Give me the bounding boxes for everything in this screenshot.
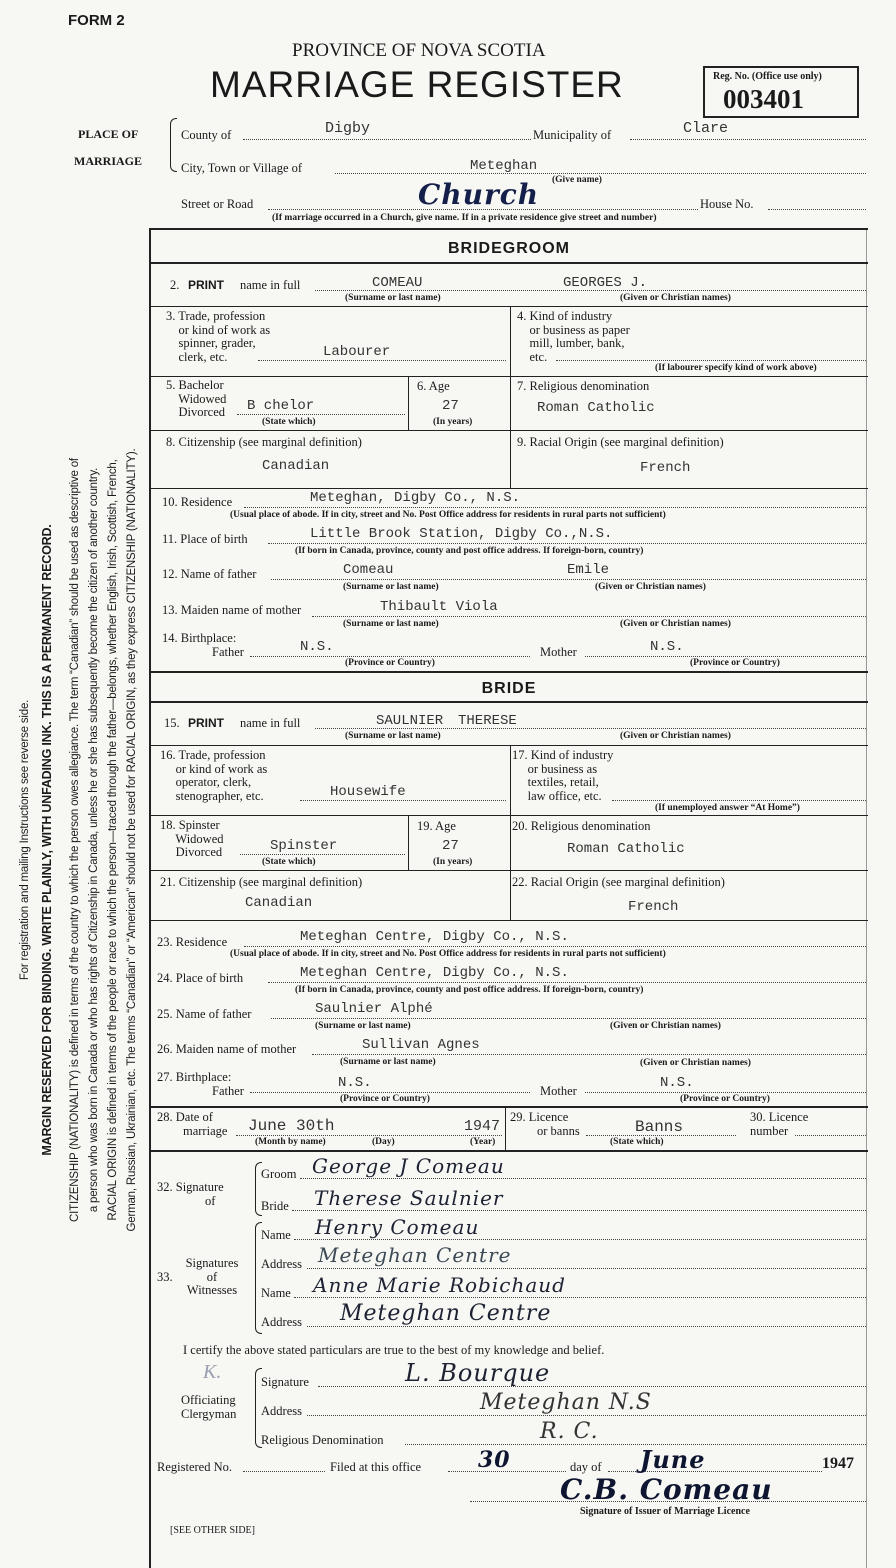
surname-caption: (Surname or last name) bbox=[343, 582, 439, 592]
divider bbox=[150, 1106, 868, 1108]
clergy-label: Officiating Clergyman bbox=[181, 1393, 237, 1421]
certification-statement: I certify the above stated particulars are true to the best of my knowledge and belief. bbox=[183, 1343, 605, 1357]
filed-month[interactable]: June bbox=[640, 1445, 706, 1474]
field-line bbox=[612, 800, 866, 801]
house-no-field-line bbox=[768, 209, 866, 210]
county-field-line bbox=[243, 139, 531, 140]
bride-birthplace-label: 24. Place of birth bbox=[157, 971, 244, 985]
form-number: FORM 2 bbox=[68, 12, 125, 29]
field-line bbox=[271, 579, 866, 580]
bride-father-label: 25. Name of father bbox=[157, 1007, 252, 1021]
field-line bbox=[294, 1239, 866, 1240]
pencil-mark: K. bbox=[203, 1361, 222, 1383]
bride-industry-label: 17. Kind of industry or business as textiles, retail, law office, etc. bbox=[512, 748, 614, 803]
reg-number-box bbox=[703, 66, 859, 118]
reg-number-label: Reg. No. (Office use only) bbox=[713, 71, 822, 82]
divider bbox=[150, 262, 868, 264]
groom-mother-name[interactable]: Thibault Viola bbox=[380, 599, 498, 615]
surname-caption: (Surname or last name) bbox=[345, 731, 441, 741]
witness-address-label: Address bbox=[261, 1315, 302, 1329]
registered-no-field[interactable] bbox=[243, 1471, 325, 1472]
bride-signature[interactable]: Therese Saulnier bbox=[314, 1186, 504, 1210]
witness-name-label: Name bbox=[261, 1286, 291, 1300]
groom-residence[interactable]: Meteghan, Digby Co., N.S. bbox=[310, 490, 521, 506]
groom-citizenship-label: 8. Citizenship (see marginal definition) bbox=[166, 435, 362, 449]
municipality-label: Municipality of bbox=[533, 128, 612, 142]
groom-age[interactable]: 27 bbox=[442, 398, 459, 414]
bride-industry-note: (If unemployed answer “At Home”) bbox=[655, 803, 800, 813]
groom-father-birthplace[interactable]: N.S. bbox=[300, 639, 334, 655]
field-line bbox=[258, 360, 506, 361]
bride-mother-label: 26. Maiden name of mother bbox=[157, 1042, 297, 1056]
house-no-label: House No. bbox=[700, 197, 754, 211]
give-name-caption: (Give name) bbox=[552, 175, 602, 185]
place-label: MARRIAGE bbox=[74, 154, 142, 168]
witness-number: 33. bbox=[157, 1270, 173, 1284]
date-label: marriage bbox=[183, 1124, 228, 1138]
divider bbox=[150, 488, 868, 489]
municipality-field-line bbox=[630, 139, 866, 140]
clergy-denomination[interactable]: R. C. bbox=[540, 1419, 599, 1444]
province-caption: (Province or Country) bbox=[345, 658, 435, 668]
province-caption: (Province or Country) bbox=[680, 1094, 770, 1104]
divider bbox=[505, 1106, 506, 1150]
field-line bbox=[271, 1018, 866, 1019]
page-title: MARRIAGE REGISTER bbox=[210, 64, 624, 105]
witness-name-label: Name bbox=[261, 1228, 291, 1242]
signature-label: of bbox=[205, 1194, 216, 1208]
bride-religion-label: 20. Religious denomination bbox=[512, 819, 651, 833]
divider bbox=[510, 815, 511, 920]
divider bbox=[150, 306, 868, 307]
date-label: 28. Date of bbox=[157, 1110, 213, 1124]
licence-label: or banns bbox=[537, 1124, 580, 1138]
state-caption: (State which) bbox=[262, 857, 316, 867]
margin-line: RACIAL ORIGIN is defined in terms of the people or race to which the person—traced through the father—belongs, whether English, Irish, Scottish, French, bbox=[107, 459, 119, 1221]
field-line bbox=[240, 854, 405, 855]
field-line bbox=[236, 1135, 502, 1136]
bride-religion[interactable]: Roman Catholic bbox=[567, 841, 685, 857]
province-caption: (Province or Country) bbox=[340, 1094, 430, 1104]
years-caption: (In years) bbox=[433, 417, 473, 427]
groom-name-number: 2. bbox=[170, 278, 180, 292]
signature-label: 32. Signature bbox=[157, 1180, 224, 1194]
divider bbox=[510, 745, 511, 815]
clergy-denomination-label: Religious Denomination bbox=[261, 1433, 384, 1447]
field-line bbox=[268, 982, 866, 983]
city-value[interactable]: Meteghan bbox=[470, 158, 538, 174]
bride-marital-status[interactable]: Spinster bbox=[270, 838, 338, 854]
mother-label: Mother bbox=[540, 1084, 577, 1098]
given-caption: (Given or Christian names) bbox=[640, 1058, 751, 1068]
bride-mother-birthplace[interactable]: N.S. bbox=[660, 1075, 694, 1091]
field-line bbox=[307, 1326, 866, 1327]
groom-status-label: 5. Bachelor Widowed Divorced bbox=[166, 378, 227, 419]
municipality-value[interactable]: Clare bbox=[683, 120, 729, 137]
divider bbox=[150, 430, 868, 431]
groom-place-of-birth[interactable]: Little Brook Station, Digby Co.,N.S. bbox=[310, 526, 613, 542]
groom-religion-label: 7. Religious denomination bbox=[517, 379, 650, 393]
witness2-name[interactable]: Anne Marie Robichaud bbox=[313, 1273, 566, 1297]
registered-no-label: Registered No. bbox=[157, 1460, 232, 1474]
birth-caption: (If born in Canada, province, county and post office address. If foreign-born, country) bbox=[295, 985, 644, 995]
given-caption: (Given or Christian names) bbox=[620, 293, 731, 303]
groom-racial-origin[interactable]: French bbox=[640, 460, 691, 476]
bride-racial-origin[interactable]: French bbox=[628, 899, 679, 915]
divider bbox=[150, 671, 868, 673]
form-border-left bbox=[149, 228, 151, 1568]
divider bbox=[510, 376, 511, 488]
clergy-address-label: Address bbox=[261, 1404, 302, 1418]
field-line bbox=[250, 656, 530, 657]
groom-age-label: 6. Age bbox=[417, 379, 450, 393]
surname-caption: (Surname or last name) bbox=[343, 619, 439, 629]
groom-mother-label: 13. Maiden name of mother bbox=[162, 603, 302, 617]
city-field-line bbox=[335, 173, 866, 174]
licence-number-label: 30. Licence bbox=[750, 1110, 809, 1124]
state-caption: (State which) bbox=[262, 417, 316, 427]
witness1-address[interactable]: Meteghan Centre bbox=[318, 1243, 512, 1267]
province-heading: PROVINCE OF NOVA SCOTIA bbox=[292, 40, 546, 61]
groom-name-label: name in full bbox=[240, 278, 301, 292]
province-caption: (Province or Country) bbox=[690, 658, 780, 668]
section-heading-bride: BRIDE bbox=[481, 680, 537, 697]
groom-given-names[interactable]: GEORGES J. bbox=[563, 275, 648, 291]
clergy-address[interactable]: Meteghan N.S bbox=[480, 1390, 652, 1415]
bride-father-name[interactable]: Saulnier Alphé bbox=[315, 1001, 433, 1017]
witness-label: Signatures of Witnesses bbox=[185, 1256, 239, 1297]
field-line bbox=[307, 1415, 866, 1416]
filed-label: Filed at this office bbox=[330, 1460, 422, 1474]
bride-mother-name[interactable]: Sullivan Agnes bbox=[362, 1037, 480, 1053]
issuer-caption: Signature of Issuer of Marriage Licence bbox=[580, 1506, 750, 1517]
margin-line: MARGIN RESERVED FOR BINDING. WRITE PLAINLY, WITH UNFADING INK. THIS IS A PERMANENT RECORD. bbox=[40, 524, 54, 1156]
street-note: (If marriage occurred in a Church, give name. If in a private residence give street and number) bbox=[272, 213, 657, 223]
bride-residence[interactable]: Meteghan Centre, Digby Co., N.S. bbox=[300, 929, 569, 945]
field-line bbox=[312, 616, 866, 617]
birth-caption: (If born in Canada, province, county and post office address. If foreign-born, country) bbox=[295, 546, 644, 556]
witness1-name[interactable]: Henry Comeau bbox=[315, 1215, 480, 1239]
divider bbox=[408, 376, 409, 430]
residence-caption: (Usual place of abode. If in city, street and No. Post Office address for residents in rural parts not sufficient) bbox=[230, 949, 666, 959]
field-line bbox=[292, 1210, 866, 1211]
bride-trade[interactable]: Housewife bbox=[330, 784, 406, 800]
street-value[interactable]: Church bbox=[418, 178, 540, 211]
bride-name-label: name in full bbox=[240, 716, 301, 730]
divider bbox=[150, 745, 868, 746]
bride-trade-label: 16. Trade, profession or kind of work as operator, clerk, stenographer, etc. bbox=[160, 748, 268, 803]
field-line bbox=[268, 543, 866, 544]
bride-age-label: 19. Age bbox=[417, 819, 456, 833]
filed-year[interactable]: 1947 bbox=[822, 1455, 854, 1472]
county-label: County of bbox=[181, 128, 232, 142]
groom-name-print: PRINT bbox=[188, 278, 224, 292]
day-caption: (Day) bbox=[372, 1137, 395, 1147]
bride-citizenship-label: 21. Citizenship (see marginal definition) bbox=[160, 875, 363, 889]
bride-birthplace-parents-label: 27. Birthplace: bbox=[157, 1070, 232, 1084]
margin-line: a person who was born in Canada or who has rights of Citizenship in Canada, unless he or she has subsequently become the citizen of another country. bbox=[88, 467, 100, 1213]
field-line bbox=[318, 1386, 866, 1387]
bride-name-print: PRINT bbox=[188, 716, 224, 730]
field-line bbox=[556, 360, 866, 361]
field-line bbox=[307, 1268, 866, 1269]
bride-name-number: 15. bbox=[164, 716, 180, 730]
bride-citizenship[interactable]: Canadian bbox=[245, 895, 313, 911]
surname-caption: (Surname or last name) bbox=[315, 1021, 411, 1031]
brace bbox=[170, 118, 177, 172]
licence-label: 29. Licence bbox=[510, 1110, 569, 1124]
clergy-signature-label: Signature bbox=[261, 1375, 309, 1389]
street-label: Street or Road bbox=[181, 197, 254, 211]
field-line bbox=[312, 1054, 866, 1055]
groom-father-label: 12. Name of father bbox=[162, 567, 257, 581]
month-caption: (Month by name) bbox=[255, 1137, 326, 1147]
county-value[interactable]: Digby bbox=[325, 120, 371, 137]
field-line bbox=[294, 1297, 866, 1298]
groom-father-given[interactable]: Emile bbox=[567, 562, 610, 578]
divider bbox=[150, 1150, 868, 1152]
field-line bbox=[237, 414, 405, 415]
clergy-signature[interactable]: L. Bourque bbox=[405, 1359, 551, 1387]
bride-status-label: 18. Spinster Widowed Divorced bbox=[160, 818, 224, 859]
divider bbox=[150, 870, 868, 871]
groom-surname[interactable]: COMEAU bbox=[372, 275, 423, 291]
field-line bbox=[405, 1444, 866, 1445]
groom-religion[interactable]: Roman Catholic bbox=[537, 400, 655, 416]
margin-line: CITIZENSHIP (NATIONALITY) is defined in terms of the country to which the person owes allegiance. The term “Canadian” should be used as descriptive of bbox=[69, 458, 81, 1222]
field-line bbox=[300, 800, 506, 801]
field-line bbox=[585, 1092, 866, 1093]
given-caption: (Given or Christian names) bbox=[620, 731, 731, 741]
years-caption: (In years) bbox=[433, 857, 473, 867]
bride-racial-label: 22. Racial Origin (see marginal definition) bbox=[512, 875, 725, 889]
licence-number-field[interactable] bbox=[795, 1135, 866, 1136]
field-line bbox=[244, 507, 866, 508]
year-caption: (Year) bbox=[470, 1137, 496, 1147]
given-caption: (Given or Christian names) bbox=[610, 1021, 721, 1031]
filed-day[interactable]: 30 bbox=[478, 1447, 511, 1473]
margin-line: For registration and mailing Instructions see reverse side. bbox=[19, 699, 31, 981]
see-other-side: [SEE OTHER SIDE] bbox=[170, 1525, 255, 1536]
groom-residence-label: 10. Residence bbox=[162, 495, 233, 509]
groom-trade[interactable]: Labourer bbox=[323, 344, 391, 360]
licence-number-label: number bbox=[750, 1124, 789, 1138]
groom-signature[interactable]: George J Comeau bbox=[312, 1154, 505, 1178]
licence-or-banns[interactable]: Banns bbox=[635, 1118, 684, 1136]
city-label: City, Town or Village of bbox=[181, 161, 303, 175]
marriage-month-day[interactable]: June 30th bbox=[248, 1117, 335, 1135]
divider bbox=[150, 920, 868, 921]
residence-caption: (Usual place of abode. If in city, street and No. Post Office address for residents in rural parts not sufficient) bbox=[230, 510, 666, 520]
surname-caption: (Surname or last name) bbox=[345, 293, 441, 303]
divider bbox=[408, 815, 409, 870]
place-label: PLACE OF bbox=[78, 127, 139, 141]
divider bbox=[150, 815, 868, 816]
father-label: Father bbox=[212, 645, 244, 659]
witness2-address[interactable]: Meteghan Centre bbox=[340, 1301, 552, 1326]
form-border-top bbox=[150, 228, 868, 230]
state-caption: (State which) bbox=[610, 1137, 664, 1147]
bride-father-birthplace[interactable]: N.S. bbox=[338, 1075, 372, 1091]
field-line bbox=[250, 1092, 530, 1093]
bride-surname[interactable]: SAULNIER bbox=[376, 713, 444, 729]
groom-birthplace-label: 11. Place of birth bbox=[162, 532, 248, 546]
bride-place-of-birth[interactable]: Meteghan Centre, Digby Co., N.S. bbox=[300, 965, 569, 981]
groom-father-surname[interactable]: Comeau bbox=[343, 562, 394, 578]
marriage-year[interactable]: 1947 bbox=[464, 1118, 501, 1135]
groom-mother-birthplace[interactable]: N.S. bbox=[650, 639, 684, 655]
margin-instructions bbox=[17, 170, 147, 1510]
groom-signature-label: Groom bbox=[261, 1167, 297, 1181]
witness-address-label: Address bbox=[261, 1257, 302, 1271]
surname-caption: (Surname or last name) bbox=[340, 1057, 436, 1067]
form-border-right bbox=[866, 228, 867, 1568]
field-line bbox=[585, 656, 866, 657]
bride-given-names[interactable]: THERESE bbox=[458, 713, 517, 729]
day-of-label: day of bbox=[570, 1460, 602, 1474]
field-line bbox=[244, 946, 866, 947]
groom-marital-status[interactable]: B chelor bbox=[247, 398, 315, 414]
mother-label: Mother bbox=[540, 645, 577, 659]
divider bbox=[150, 376, 868, 377]
divider bbox=[510, 306, 511, 376]
given-caption: (Given or Christian names) bbox=[620, 619, 731, 629]
divider bbox=[150, 701, 868, 703]
groom-industry-label: 4. Kind of industry or business as paper mill, lumber, bank, etc. bbox=[517, 309, 630, 364]
section-heading-bridegroom: BRIDEGROOM bbox=[448, 240, 570, 257]
bride-residence-label: 23. Residence bbox=[157, 935, 228, 949]
issuer-signature[interactable]: C.B. Comeau bbox=[560, 1473, 773, 1506]
groom-citizenship[interactable]: Canadian bbox=[262, 458, 330, 474]
groom-industry-note: (If labourer specify kind of work above) bbox=[655, 363, 817, 373]
groom-trade-label: 3. Trade, profession or kind of work as spinner, grader, clerk, etc. bbox=[166, 309, 271, 364]
margin-line: German, Russian, Ukrainian, etc. The terms “Canadian” or “American” should not be used for RACIAL ORIGIN, as they express CITIZENSHIP (NATIONALITY). bbox=[126, 448, 138, 1232]
bride-signature-label: Bride bbox=[261, 1199, 289, 1213]
father-label: Father bbox=[212, 1084, 244, 1098]
groom-racial-label: 9. Racial Origin (see marginal definition) bbox=[517, 435, 724, 449]
groom-birthplace-parents-label: 14. Birthplace: bbox=[162, 631, 237, 645]
reg-number: 003401 bbox=[723, 84, 804, 114]
bride-age[interactable]: 27 bbox=[442, 838, 459, 854]
field-line bbox=[300, 1178, 866, 1179]
given-caption: (Given or Christian names) bbox=[595, 582, 706, 592]
